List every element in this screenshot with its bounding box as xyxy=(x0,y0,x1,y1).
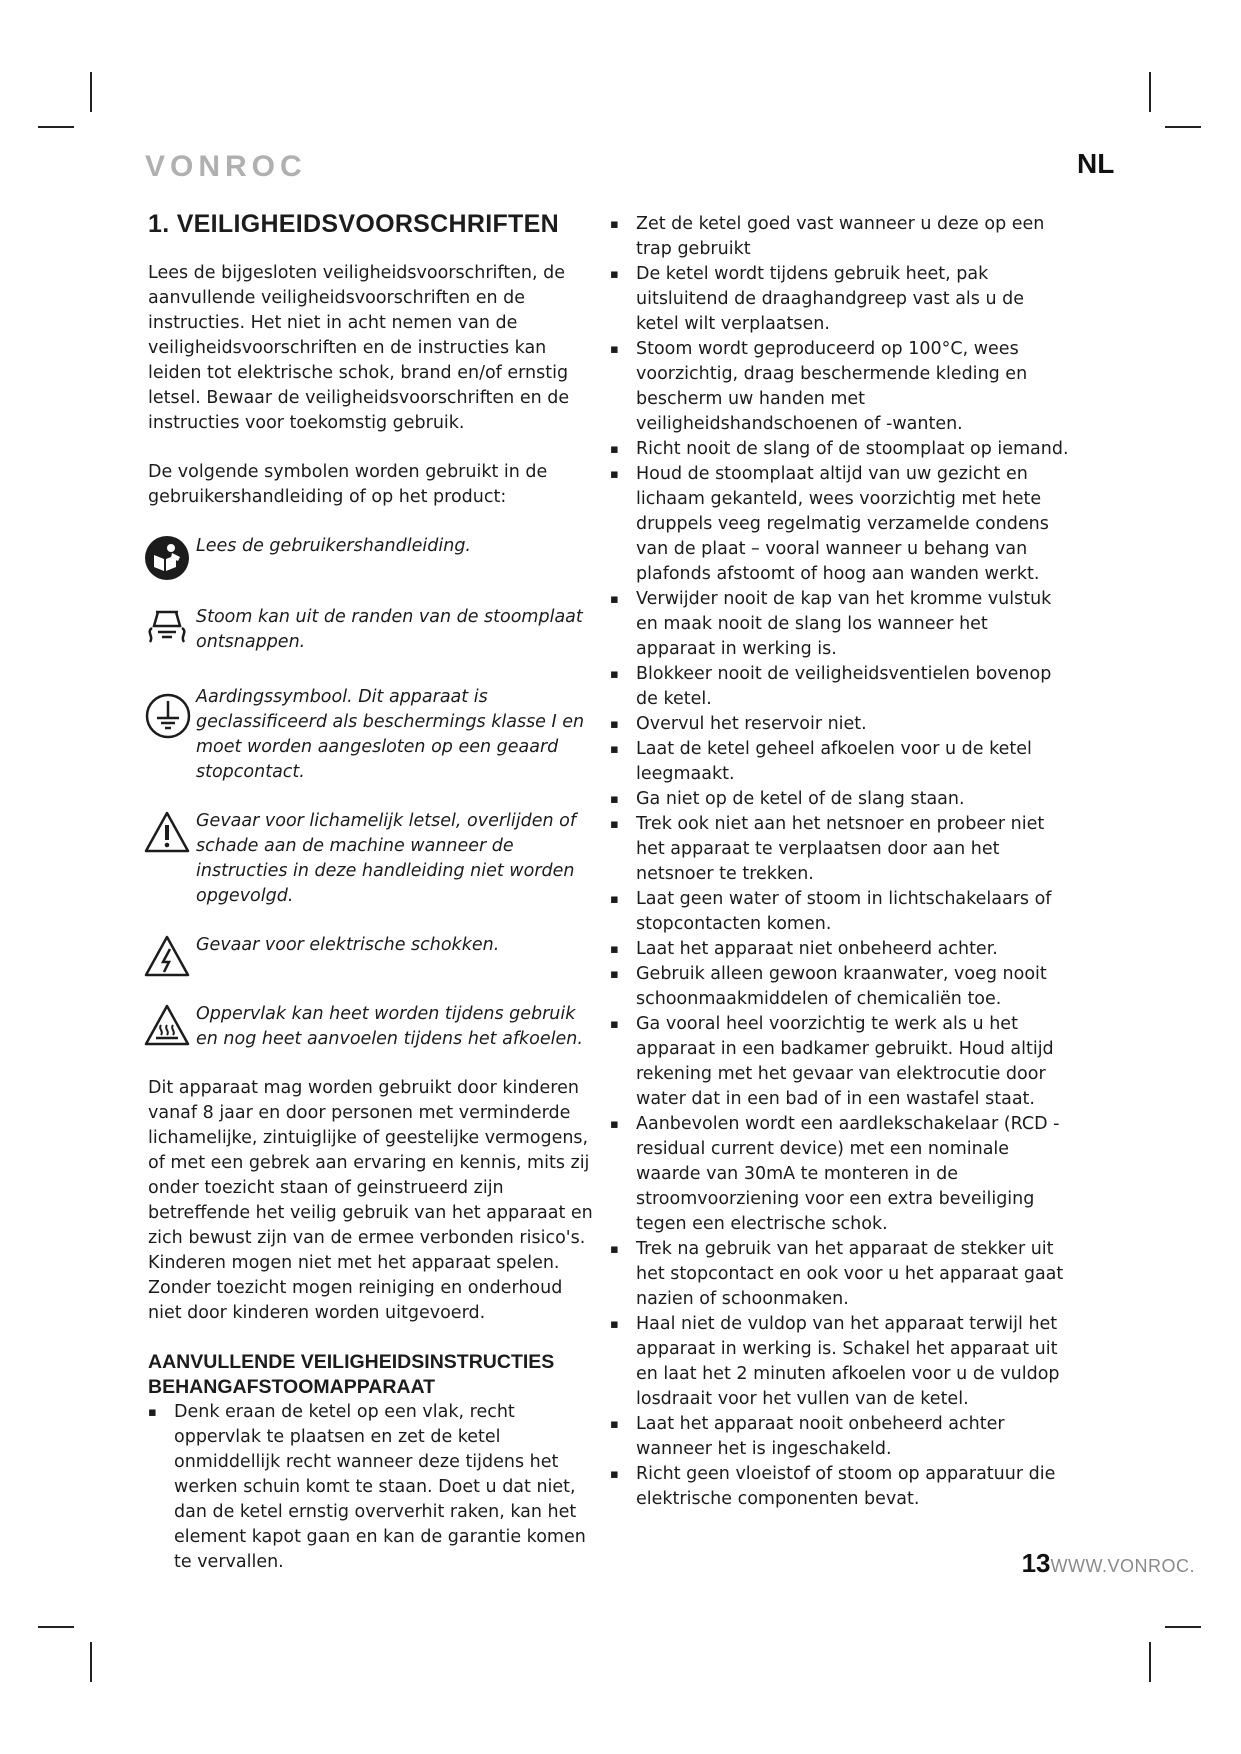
right-column xyxy=(610,212,1070,1512)
symbol-text: Stoom kan uit de randen van de stoomplaat ontsnappen. xyxy=(196,607,583,652)
page-footer xyxy=(1022,1548,1195,1579)
list-item: ▪ Richt nooit de slang of de stoomplaat op iemand. xyxy=(610,437,1070,462)
left-bullet-list xyxy=(148,1400,598,1575)
symbol-row xyxy=(148,605,598,655)
list-item: ▪ Overvul het reservoir niet. xyxy=(610,712,1070,737)
symbol-row xyxy=(148,534,598,581)
list-item: ▪ Laat geen water of stoom in lichtschakelaars of stopcontacten komen. xyxy=(610,887,1070,937)
manual-icon xyxy=(144,535,196,581)
subheading: AANVULLENDE VEILIGHEIDSINSTRUCTIES BEHANGAFSTOOMAPPARAAT xyxy=(148,1351,555,1398)
symbol-row xyxy=(148,685,598,785)
list-item: ▪ De ketel wordt tijdens gebruik heet, pak uitsluitend de draaghandgreep vast als u de ketel wilt verplaatsen. xyxy=(610,262,1070,337)
symbol-text: Oppervlak kan heet worden tijdens gebruik en nog heet aanvoelen tijdens het afkoelen. xyxy=(196,1004,583,1049)
page-number: 13 xyxy=(1021,1548,1051,1578)
list-item: ▪ Houd de stoomplaat altijd van uw gezicht en lichaam gekanteld, wees voorzichtig met hete druppels veeg regelmatig verzamelde condens van de plaat – vooral wanneer u behang van plafonds afstoomt of hoog aan wanden werkt. xyxy=(610,462,1070,587)
warning-icon xyxy=(144,810,196,854)
list-item: ▪ Blokkeer nooit de veiligheidsventielen bovenop de ketel. xyxy=(610,662,1070,712)
language-label: NL xyxy=(1077,148,1115,179)
crop-mark xyxy=(90,72,92,112)
crop-mark xyxy=(90,1642,92,1682)
hot-surface-icon xyxy=(144,1003,196,1047)
steam-icon xyxy=(144,606,196,646)
symbol-text: Gevaar voor elektrische schokken. xyxy=(196,935,500,955)
symbol-row xyxy=(148,809,598,909)
list-item: ▪ Denk eraan de ketel op een vlak, recht oppervlak te plaatsen en zet de ketel onmiddellijk recht wanneer deze tijdens het werken schuin komt te staan. Doet u dat niet, dan de ketel ernstig oververhit raken, kan het element kapot gaan en kan de garantie komen te vervallen. xyxy=(148,1400,598,1575)
list-item: ▪ Ga vooral heel voorzichtig te werk als u het apparaat in een badkamer gebruikt. Houd altijd rekening met het gevaar van elektrocutie door water dat in een bad of in een wastafel staat. xyxy=(610,1012,1070,1112)
list-item: ▪ Trek na gebruik van het apparaat de stekker uit het stopcontact en ook voor u het apparaat gaat nazien of schoonmaken. xyxy=(610,1237,1070,1312)
section-title: 1. VEILIGHEIDSVOORSCHRIFTEN xyxy=(148,210,559,238)
electric-shock-icon xyxy=(144,934,196,978)
list-item: ▪ Stoom wordt geproduceerd op 100°C, wees voorzichtig, draag beschermende kleding en bescherm uw handen met veiligheidshandschoenen of -wanten. xyxy=(610,337,1070,437)
crop-mark xyxy=(1165,126,1201,128)
list-item: ▪ Zet de ketel goed vast wanneer u deze op een trap gebruikt xyxy=(610,212,1070,262)
brand-logo: VONROC xyxy=(145,150,307,183)
list-item: ▪ Haal niet de vuldop van het apparaat terwijl het apparaat in werking is. Schakel het apparaat uit en laat het 2 minuten afkoelen voor u de vuldop losdraait voor het vullen van de ketel. xyxy=(610,1312,1070,1412)
right-bullet-list xyxy=(610,212,1070,1512)
list-item: ▪ Trek ook niet aan het netsnoer en probeer niet het apparaat te verplaatsen door aan het netsnoer te trekken. xyxy=(610,812,1070,887)
symbol-text: Aardingssymbool. Dit apparaat is geclassificeerd als beschermings klasse I en moet worden aangesloten op een geaard stopcontact. xyxy=(196,687,585,782)
symbol-text: Gevaar voor lichamelijk letsel, overlijden of schade aan de machine wanneer de instructies in deze handleiding niet worden opgevolgd. xyxy=(196,811,577,906)
list-item: ▪ Ga niet op de ketel of de slang staan. xyxy=(610,787,1070,812)
intro-paragraph: Lees de bijgesloten veiligheidsvoorschriften, de aanvullende veiligheidsvoorschriften en de instructies. Het niet in acht nemen van de veiligheidsvoorschriften en de instructies kan leiden tot elektrische schok, brand en/of ernstig letsel. Bewaar de veiligheidsvoorschriften en de instructies voor toekomstig gebruik. xyxy=(148,263,570,433)
symbol-row xyxy=(148,1002,598,1052)
children-paragraph: Dit apparaat mag worden gebruikt door kinderen vanaf 8 jaar en door personen met verminderde lichamelijke, zintuiglijke of geestelijke vermogens, of met een gebrek aan ervaring en kennis, mits zij onder toezicht staan of geinstrueerd zijn betreffende het veilig gebruik van het apparaat en zich bewust zijn van de ermee verbonden risico's. Kinderen mogen niet met het apparaat spelen. Zonder toezicht mogen reiniging en onderhoud niet door kinderen worden uitgevoerd. xyxy=(148,1078,593,1323)
crop-mark xyxy=(1149,1642,1151,1682)
crop-mark xyxy=(1149,72,1151,112)
crop-mark xyxy=(1165,1626,1201,1628)
website-url: WWW.VONROC. xyxy=(1050,1556,1195,1576)
symbol-text: Lees de gebruikershandleiding. xyxy=(196,536,471,556)
list-item: ▪ Aanbevolen wordt een aardlekschakelaar (RCD - residual current device) met een nominale waarde van 30mA te monteren in de stroomvoorziening voor een extra beveiliging tegen een electrische schok. xyxy=(610,1112,1070,1237)
list-item: ▪ Laat het apparaat nooit onbeheerd achter wanneer het is ingeschakeld. xyxy=(610,1412,1070,1462)
symbols-intro: De volgende symbolen worden gebruikt in de gebruikershandleiding of op het product: xyxy=(148,462,548,507)
list-item: ▪ Verwijder nooit de kap van het kromme vulstuk en maak nooit de slang los wanneer het apparaat in werking is. xyxy=(610,587,1070,662)
ground-icon xyxy=(144,686,196,740)
list-item: ▪ Laat de ketel geheel afkoelen voor u de ketel leegmaakt. xyxy=(610,737,1070,787)
list-item: ▪ Richt geen vloeistof of stoom op apparatuur die elektrische componenten bevat. xyxy=(610,1462,1070,1512)
list-item: ▪ Gebruik alleen gewoon kraanwater, voeg nooit schoonmaakmiddelen of chemicaliën toe. xyxy=(610,962,1070,1012)
list-item: ▪ Laat het apparaat niet onbeheerd achter. xyxy=(610,937,1070,962)
left-column xyxy=(148,212,598,1575)
crop-mark xyxy=(38,126,74,128)
symbol-row xyxy=(148,933,598,978)
crop-mark xyxy=(38,1626,74,1628)
